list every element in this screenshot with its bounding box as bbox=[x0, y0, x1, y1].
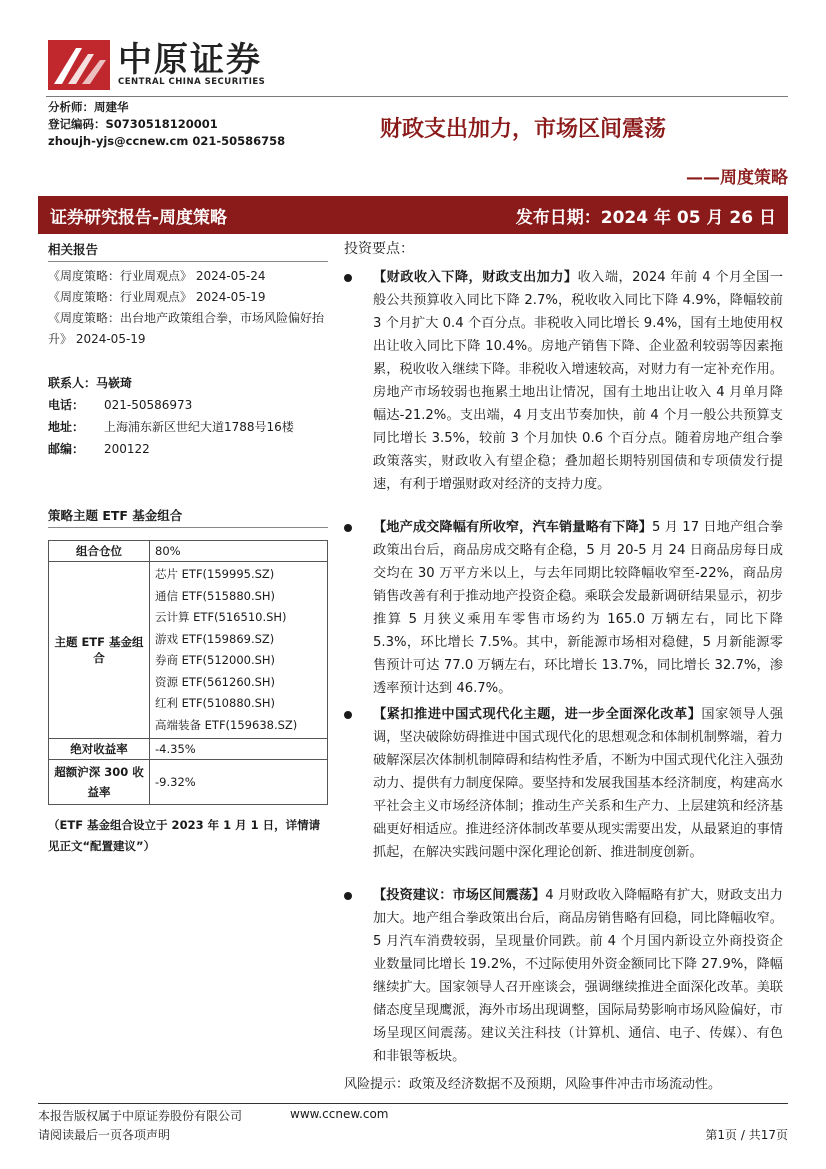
abs-return-value: -4.35% bbox=[150, 739, 328, 760]
related-report-item[interactable]: 《周度策略：出台地产政策组合拳，市场风险偏好抬升》 2024-05-19 bbox=[48, 311, 325, 346]
fund-item: 云计算 ETF(516510.SH) bbox=[155, 610, 287, 624]
footer-divider bbox=[38, 1103, 788, 1104]
key-point: 【财政收入下降，财政支出加力】收入端，2024 年前 4 个月全国一般公共预算收入同比下降 2.7%，税收收入同比下降 4.9%，降幅较前 3 个月扩大 0.4 个百分点。非税收入同比增长 9.4%，国有土地使用权出让收入同比下降 10.4%。房地产销售下降、企业盈利较弱等因素拖累，税收收入继续下降。非税收入增速较高，对财力有一定补充作用。房地产市场较弱也拖累土地出让情况，国有土地出让收入 4 月单月降幅达-21.2%。支出端，4 月支出节奏加快，前 4 个月一般公共预算支同比增长 3.5%，较前 3 个月加快 0.6 个百分点。随着房地产组合拳政策落实，财政收入有望企稳；叠加超长期特别国债和专项债发行提速，有利于增强财政对经济的支持力度。 bbox=[373, 270, 783, 492]
report-subtitle: ——周度策略 bbox=[686, 168, 788, 188]
fund-item: 券商 ETF(512000.SH) bbox=[155, 653, 276, 667]
page-number: 第1页 / 共17页 bbox=[705, 1128, 788, 1142]
excess-return-value: -9.32% bbox=[150, 760, 328, 805]
bullet-icon bbox=[344, 520, 354, 530]
contact-block bbox=[48, 372, 328, 460]
related-report-item[interactable]: 《周度策略：行业周观点》 2024-05-24 bbox=[48, 269, 266, 283]
key-point: 【紧扣推进中国式现代化主题，进一步全面深化改革】国家领导人强调，坚决破除妨碍推进中国式现代化的思想观念和体制机制弊端，着力破解深层次体制机制障碍和结构性矛盾，不断为中国式现代化注入强劲动力、提供有力制度保障。要坚持和发展我国基本经济制度，构建高水平社会主义市场经济体制；推动生产关系和生产力、上层建筑和经济基础更好相适应。推进经济体制改革要从现实需要出发，从最紧迫的事情抓起，在解决实践问题中深化理论创新、推进制度创新。 bbox=[373, 707, 784, 860]
bullet-icon bbox=[344, 270, 354, 280]
contact-address: 地址： 上海浦东新区世纪大道1788号16楼 bbox=[48, 420, 294, 434]
report-banner bbox=[38, 196, 788, 234]
related-reports-heading: 相关报告 bbox=[48, 240, 328, 262]
etf-table bbox=[48, 540, 328, 805]
bullet-icon bbox=[344, 888, 354, 898]
fund-item: 红利 ETF(510880.SH) bbox=[155, 696, 276, 710]
report-type: 证券研究报告-周度策略 bbox=[50, 208, 228, 228]
footer-copyright: 本报告版权属于中原证券股份有限公司 bbox=[38, 1109, 243, 1123]
analyst: 分析师：周建华 bbox=[48, 100, 129, 114]
footer-website-link[interactable]: www.ccnew.com bbox=[290, 1107, 389, 1121]
fund-item: 高端装备 ETF(159638.SZ) bbox=[155, 717, 298, 732]
contact-phone: 电话： 021-50586973 bbox=[48, 398, 193, 412]
key-points-heading: 投资要点： bbox=[344, 241, 414, 257]
fund-item: 资源 ETF(561260.SH) bbox=[155, 674, 276, 689]
risk-warning: 风险提示：政策及经济数据不及预期，风险事件冲击市场流动性。 bbox=[344, 1077, 722, 1092]
contact-zip: 邮编： 200122 bbox=[48, 442, 150, 456]
key-point: 【投资建议：市场区间震荡】4 月财政收入降幅略有扩大，财政支出力加大。地产组合拳政策出台后，商品房销售略有回稳，同比降幅收窄。5 月汽车消费较弱，呈现量价同跌。前 4 个月国内新设立外商投资企业数量同比增长 19.2%，不过际使用外资金额同比下降 27.9%，降幅继续扩大。国家领导人召开座谈会，强调继续推进全面深化改革。美联储态度呈现鹰派，海外市场出现调整，国际局势影响市场风险偏好，市场呈现区间震荡。建议关注科技（计算机、通信、电子、传媒）、有色和非银等板块。 bbox=[373, 888, 783, 1064]
header-divider bbox=[46, 96, 788, 97]
key-point: 【地产成交降幅有所收窄，汽车销量略有下降】5 月 17 日地产组合拳政策出台后，商品房成交略有企稳，5 月 20-5 月 24 日商品房每日成交均在 30 万平方米以上，与去年同期比较降幅收窄至-22%，商品房销售改善有利于推动地产投资企稳。乘联会发最新调研结果显示，初步推算 5 月狭义乘用车零售市场约为 165.0 万辆左右，同比下降 5.3%，环比增长 7.5%。其中，新能源市场相对稳健，5 月新能源零售预计可达 77.0 万辆左右，环比增长 13.7%，同比增长 32.7%，渗透率预计达到 46.7%。 bbox=[373, 520, 784, 696]
etf-note: （ETF 基金组合设立于 2023 年 1 月 1 日，详情请见正文“配置建议”） bbox=[48, 818, 321, 853]
portfolio-label: 主题 ETF 基金组合 bbox=[49, 562, 150, 739]
fund-item: 芯片 ETF(159995.SZ) bbox=[155, 567, 275, 581]
report-title: 财政支出加力，市场区间震荡 bbox=[380, 116, 667, 142]
logo-text-en: CENTRAL CHINA SECURITIES bbox=[118, 77, 266, 87]
logo-text-cn: 中原证券 bbox=[118, 40, 262, 80]
registration-code: 登记编码：S0730518120001 bbox=[48, 117, 218, 131]
footer-disclaimer: 请阅读最后一页各项声明 bbox=[38, 1128, 171, 1142]
fund-item: 通信 ETF(515880.SH) bbox=[155, 588, 276, 603]
related-reports bbox=[48, 240, 328, 350]
excess-return-label: 超额沪深 300 收益率 bbox=[49, 760, 150, 805]
etf-heading: 策略主题 ETF 基金组合 bbox=[48, 506, 328, 528]
etf-section bbox=[48, 506, 328, 857]
bullet-icon bbox=[344, 707, 354, 717]
abs-return-label: 绝对收益率 bbox=[49, 739, 150, 760]
company-logo-icon bbox=[48, 40, 110, 90]
fund-item: 游戏 ETF(159869.SZ) bbox=[155, 631, 275, 646]
fund-list bbox=[150, 562, 328, 739]
position-value: 80% bbox=[150, 541, 328, 562]
related-report-item[interactable]: 《周度策略：行业周观点》 2024-05-19 bbox=[48, 290, 266, 304]
position-label: 组合仓位 bbox=[49, 541, 150, 562]
contact-person: 联系人：马嵚琦 bbox=[48, 376, 133, 390]
analyst-contact: zhoujh-yjs@ccnew.cm 021-50586758 bbox=[48, 134, 286, 148]
publish-date: 发布日期：2024 年 05 月 26 日 bbox=[515, 208, 776, 228]
